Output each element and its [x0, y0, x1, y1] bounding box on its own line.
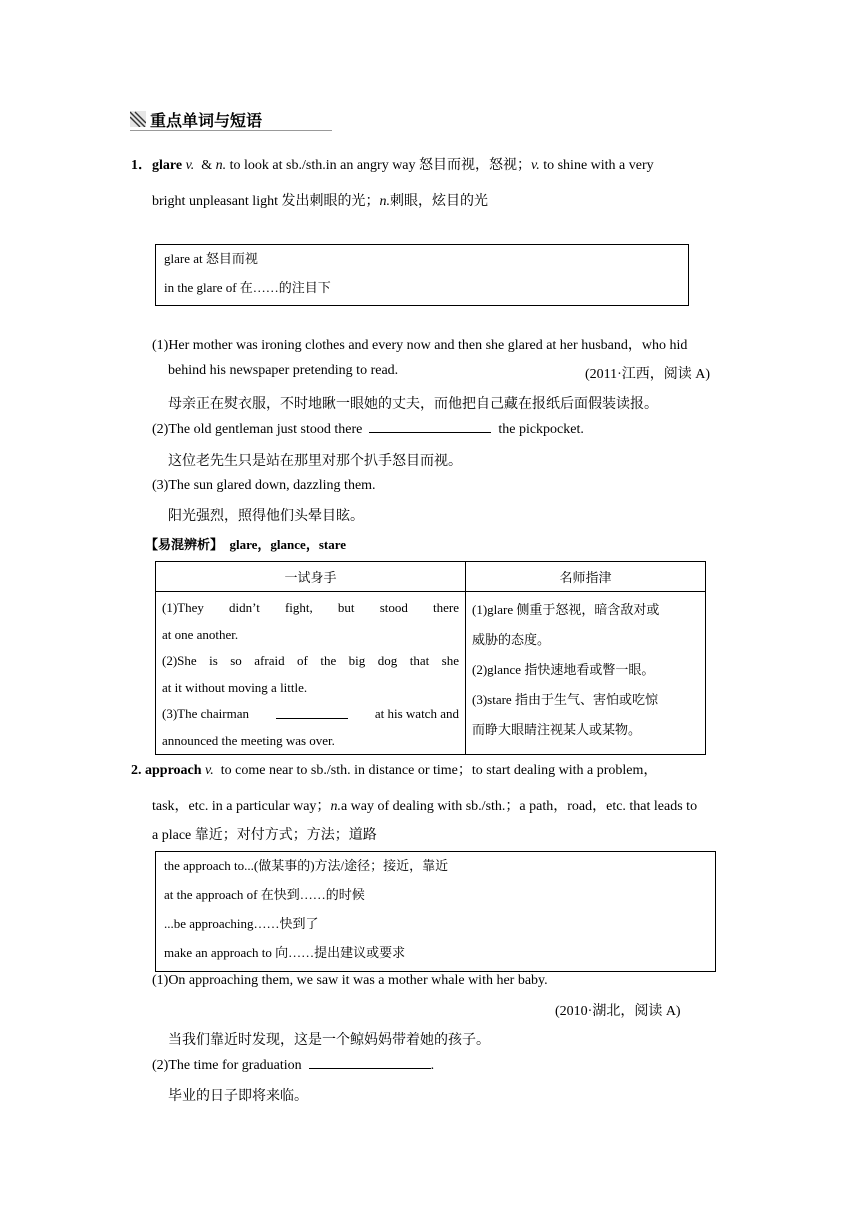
- answer-blank[interactable]: [369, 432, 491, 433]
- section-heading: 重点单词与短语: [150, 111, 263, 130]
- entry2-definition-line1: 2. approach v. to come near to sb./sth. in distance or time；to start dealing with a problem，: [131, 763, 658, 778]
- table-header-left: 一试身手: [156, 562, 466, 592]
- entry1-example1-translation: 母亲正在熨衣服，不时地瞅一眼她的丈夫，而他把自己藏在报纸后面假装读报。: [168, 397, 658, 412]
- phrase-item: glare at 怒目而视: [164, 251, 258, 266]
- entry2-definition-line3: a place 靠近；对付方式；方法；道路: [152, 828, 377, 843]
- table-header-right: 名师指津: [466, 562, 706, 592]
- phrase-item: ...be approaching……快到了: [164, 916, 319, 931]
- table-exercises-cell: [156, 592, 466, 755]
- table-line: at one another.: [162, 626, 239, 642]
- entry2-definition-line2: task，etc. in a particular way；n.a way of dealing with sb./sth.；a path，road，etc. that leads to: [152, 799, 698, 814]
- heading-rule: [130, 130, 332, 131]
- answer-blank[interactable]: [276, 701, 348, 719]
- entry2-example2-translation: 毕业的日子即将来临。: [168, 1089, 308, 1104]
- entry1-example1-source: (2011·江西，阅读 A): [585, 367, 711, 382]
- table-line: (2)glance 指快速地看或瞥一眼。: [472, 662, 655, 677]
- table-tips-cell: [466, 592, 706, 755]
- entry1-example1-cont: behind his newspaper pretending to read.: [168, 363, 399, 378]
- entry1-definition-line2: bright unpleasant light 发出刺眼的光；n.刺眼，炫目的光: [152, 194, 488, 209]
- table-line: announced the meeting was over.: [162, 732, 335, 748]
- entry2-example1: (1)On approaching them, we saw it was a mother whale with her baby.: [152, 973, 548, 988]
- entry1-example3-translation: 阳光强烈，照得他们头晕目眩。: [168, 509, 364, 524]
- table-line: (2)She is so afraid of the big dog that she: [162, 653, 459, 668]
- entry1-definition-line1: 1．glare v. & n. to look at sb./sth.in an angry way 怒目而视，怒视；v. to shine with a very: [131, 158, 654, 173]
- entry1-example2: (2)The old gentleman just stood there the pickpocket.: [152, 422, 584, 437]
- phrase-item: make an approach to 向……提出建议或要求: [164, 945, 406, 960]
- entry1-example1: (1)Her mother was ironing clothes and every now and then she glared at her husband，who hid: [152, 338, 688, 353]
- phrase-item: at the approach of 在快到……的时候: [164, 887, 365, 902]
- table-line: (1)glare 侧重于怒视，暗含敌对或: [472, 602, 660, 617]
- table-line: 威胁的态度。: [472, 632, 551, 647]
- table-line: at his watch and: [374, 706, 459, 721]
- table-line: (3)The chairman: [162, 706, 249, 721]
- entry1-example3: (3)The sun glared down, dazzling them.: [152, 478, 376, 493]
- entry2-example1-translation: 当我们靠近时发现，这是一个鲸妈妈带着她的孩子。: [168, 1033, 490, 1048]
- phrase-item: the approach to...(做某事的)方法/途径；接近，靠近: [164, 858, 449, 873]
- table-line: (3)stare 指由于生气、害怕或吃惊: [472, 692, 658, 707]
- entry2-example2: (2)The time for graduation .: [152, 1058, 435, 1073]
- table-line: 而睁大眼睛注视某人或某物。: [472, 722, 642, 737]
- phrase-item: in the glare of 在……的注目下: [164, 280, 331, 295]
- confusion-heading: 【易混辨析】 glare，glance，stare: [145, 537, 347, 552]
- comparison-table: [155, 561, 706, 755]
- table-line: (1)They didn’t fight, but stood there: [162, 600, 459, 615]
- answer-blank[interactable]: [309, 1068, 431, 1069]
- table-line: at it without moving a little.: [162, 679, 308, 695]
- entry2-example1-source: (2010·湖北，阅读 A): [555, 1004, 681, 1019]
- heading-marker-icon: [130, 111, 146, 127]
- entry1-example2-translation: 这位老先生只是站在那里对那个扒手怒目而视。: [168, 454, 462, 469]
